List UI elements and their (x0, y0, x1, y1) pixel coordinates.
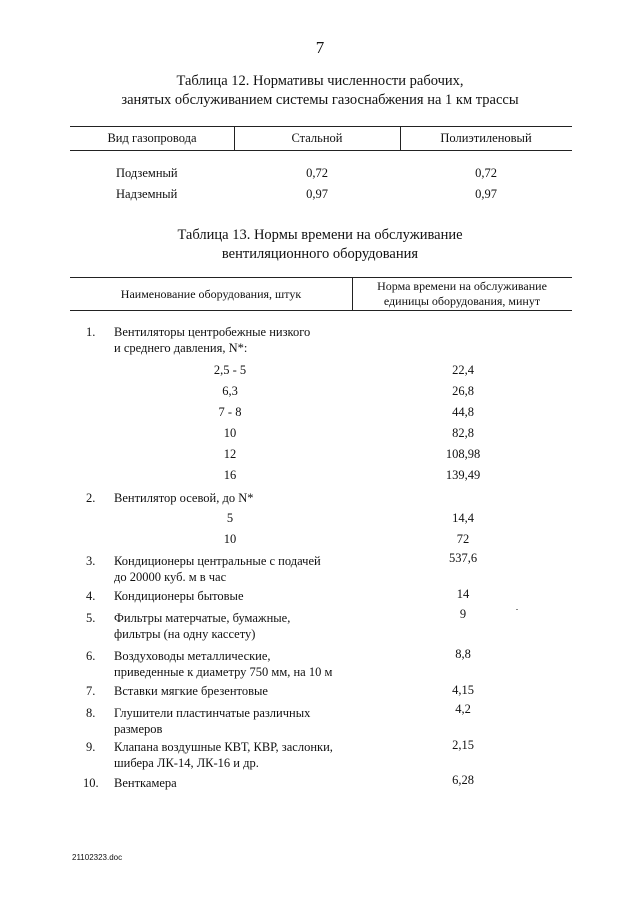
item-name-line: и среднего давления, N*: (114, 341, 248, 355)
table-13-caption-line-2: вентиляционного оборудования (221, 246, 419, 262)
item-name-line: шибера ЛК-14, ЛК-16 и др. (114, 756, 259, 770)
item-value: 2,15 (452, 738, 474, 752)
item-number: 10. (83, 776, 99, 790)
item-number: 5. (86, 611, 96, 625)
item-name-line: Кондиционеры центральные с подачей (114, 554, 321, 568)
subrow-size: 5 (226, 511, 234, 525)
item-number: 9. (86, 740, 96, 754)
item-value: 8,8 (455, 647, 471, 661)
table-13-caption (0, 226, 640, 264)
item-number: 4. (86, 589, 96, 603)
item-name-line: фильтры (на одну кассету) (114, 627, 256, 641)
subrow-value: 14,4 (452, 511, 474, 525)
table-12-top-rule (70, 126, 572, 127)
item-value: 6,28 (452, 773, 474, 787)
table-13-header-rule (70, 310, 572, 311)
table-13-caption-line-1: Таблица 13. Нормы времени на обслуживание (177, 227, 463, 243)
item-name-line: Глушители пластинчатые различных (114, 706, 311, 720)
item-name-line: до 20000 куб. м в час (114, 570, 227, 584)
subrow-value: 82,8 (452, 426, 474, 440)
table-12-row-underground-label: Подземный (116, 166, 178, 180)
subrow-size: 6,3 (222, 384, 238, 398)
table-12-row-underground-pe: 0,72 (475, 166, 497, 180)
subrow-size: 12 (223, 447, 237, 461)
subrow-value: 108,98 (445, 447, 481, 461)
scan-speck (516, 609, 518, 610)
document-filename: 21102323.doc (72, 853, 123, 862)
item-number: 3. (86, 554, 96, 568)
item-name-line: Вентилятор осевой, до N* (114, 491, 254, 505)
item-number: 6. (86, 649, 96, 663)
item-name-line: Вентиляторы центробежные низкого (114, 325, 311, 339)
table-12-header-rule (70, 150, 572, 151)
item-name-line: Фильтры матерчатые, бумажные, (114, 611, 291, 625)
subrow-value: 44,8 (452, 405, 474, 419)
subrow-value: 22,4 (452, 363, 474, 377)
table-12-row-underground-steel: 0,72 (306, 166, 328, 180)
item-value: 4,2 (455, 702, 471, 716)
table-12-header-type: Вид газопровода (107, 131, 197, 145)
table-13-header-norm (352, 279, 572, 309)
item-name-line: Венткамера (114, 776, 177, 790)
table-12-caption-line-1: Таблица 12. Нормативы численности рабочих, (176, 73, 464, 89)
table-13-header-norm-line-2: единицы оборудования, минут (383, 294, 541, 308)
table-12-header-steel: Стальной (291, 131, 343, 145)
item-name-line: приведенные к диаметру 750 мм, на 10 м (114, 665, 333, 679)
item-value: 4,15 (452, 683, 474, 697)
subrow-value: 72 (456, 532, 470, 546)
item-value: 14 (456, 587, 470, 601)
item-value: 537,6 (448, 551, 478, 565)
table-12-row-aboveground-pe: 0,97 (475, 187, 497, 201)
subrow-value: 139,49 (445, 468, 481, 482)
item-number: 8. (86, 706, 96, 720)
item-name-line: Воздуховоды металлические, (114, 649, 271, 663)
item-name-line: Клапана воздушные КВТ, КВР, заслонки, (114, 740, 333, 754)
item-name-line: Кондиционеры бытовые (114, 589, 244, 603)
table-13-top-rule (70, 277, 572, 278)
table-12-caption-line-2: занятых обслуживанием системы газоснабжения на 1 км трассы (121, 92, 519, 108)
subrow-size: 10 (223, 426, 237, 440)
table-12-header-polyethylene: Полиэтиленовый (440, 131, 532, 145)
table-13-header-name: Наименование оборудования, штук (120, 287, 302, 301)
table-12-caption (0, 72, 640, 110)
item-number: 2. (86, 491, 96, 505)
item-name-line: размеров (114, 722, 163, 736)
page-number: 7 (315, 38, 325, 57)
item-name-line: Вставки мягкие брезентовые (114, 684, 268, 698)
item-number: 7. (86, 684, 96, 698)
subrow-value: 26,8 (452, 384, 474, 398)
subrow-size: 16 (223, 468, 237, 482)
table-12-row-aboveground-label: Надземный (116, 187, 178, 201)
table-13-header-norm-line-1: Норма времени на обслуживание (377, 279, 547, 293)
subrow-size: 7 - 8 (218, 405, 242, 419)
subrow-size: 10 (223, 532, 237, 546)
item-number: 1. (86, 325, 96, 339)
table-12-row-aboveground-steel: 0,97 (306, 187, 328, 201)
item-value: 9 (459, 607, 467, 621)
subrow-size: 2,5 - 5 (213, 363, 247, 377)
